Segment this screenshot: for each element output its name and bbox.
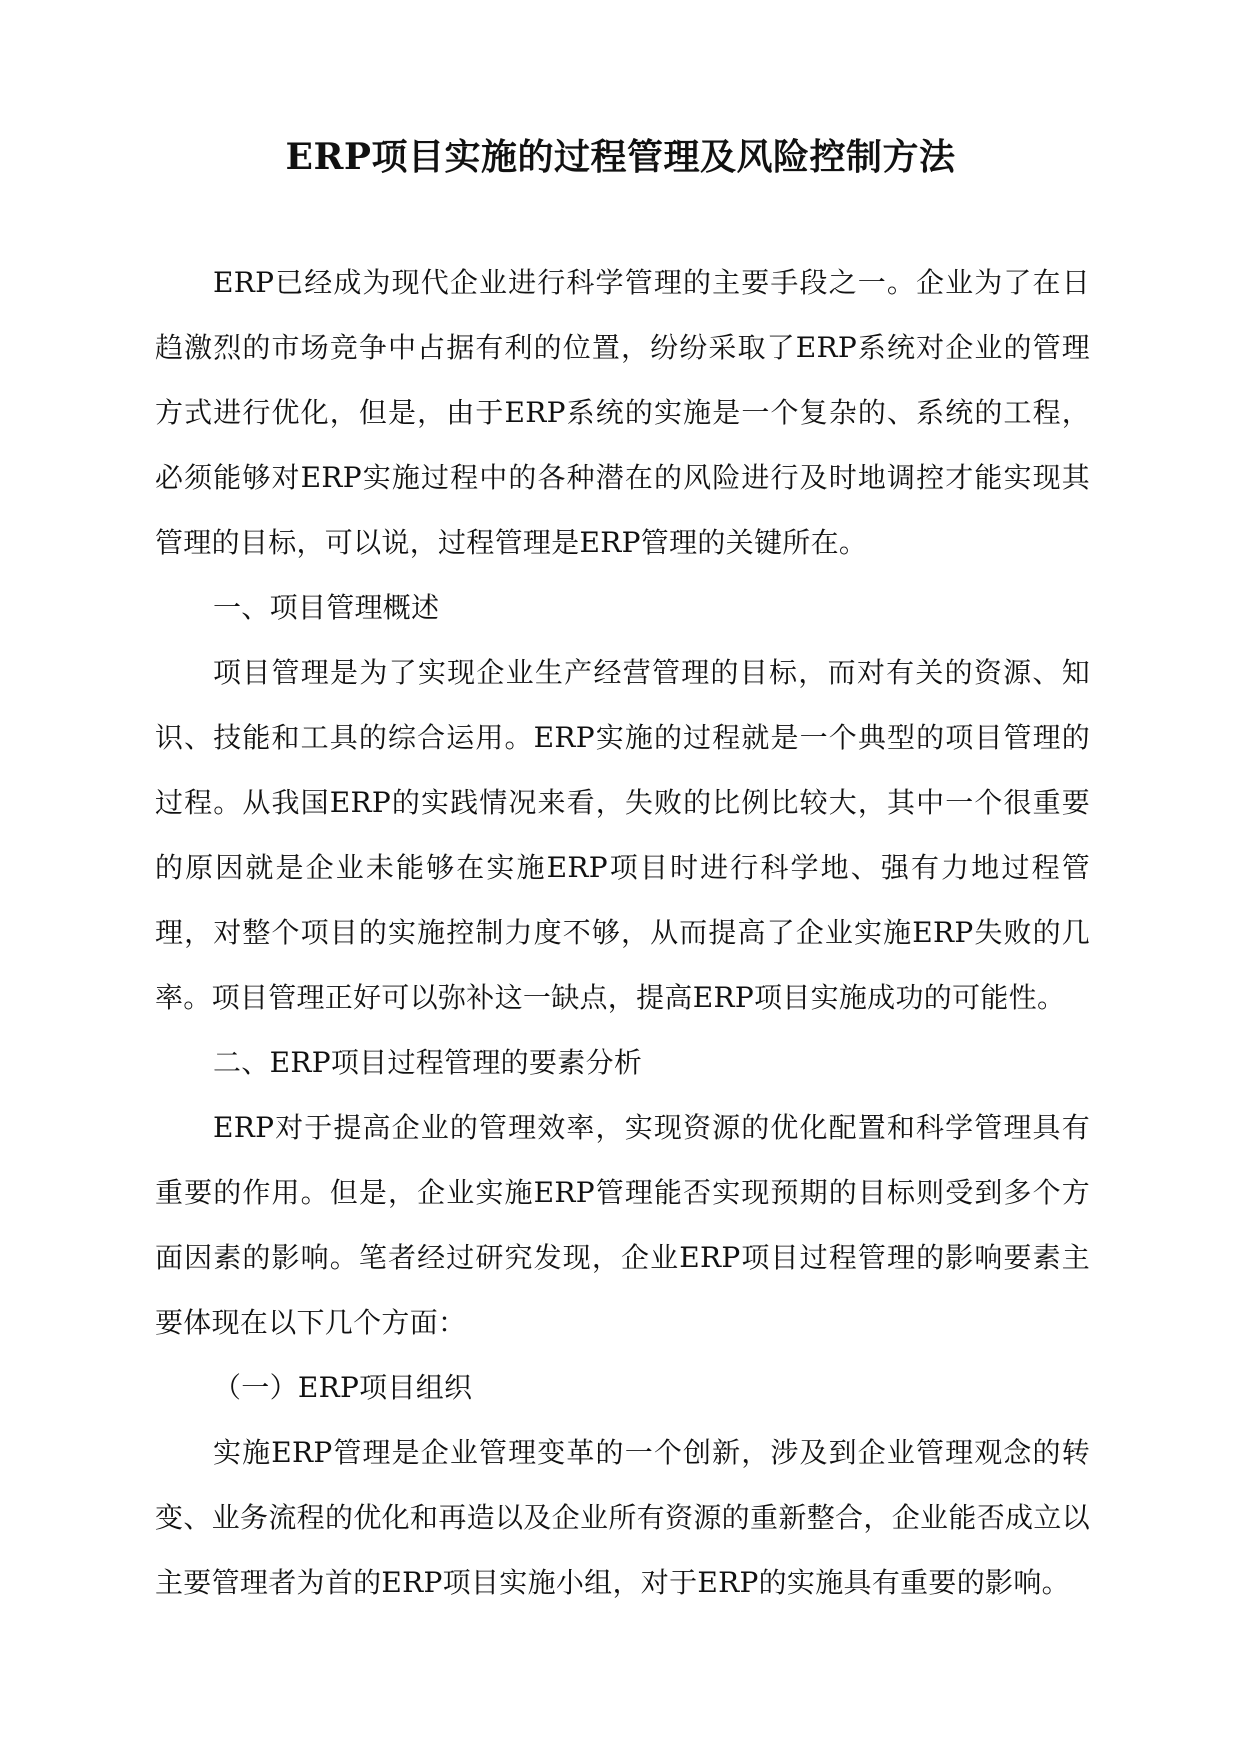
paragraph-project-management: 项目管理是为了实现企业生产经营管理的目标，而对有关的资源、知识、技能和工具的综合运用。ERP实施的过程就是一个典型的项目管理的过程。从我国ERP的实践情况来看，失败的比例比较大，其中一个很重要的原因就是企业未能够在实施ERP项目时进行科学地、强有力地过程管理，对整个项目的实施控制力度不够，从而提高了企业实施ERP失败的几率。项目管理正好可以弥补这一缺点，提高ERP项目实施成功的可能性。 [155,656,1090,1014]
paragraph-factors: ERP对于提高企业的管理效率，实现资源的优化配置和科学管理具有重要的作用。但是，企业实施ERP管理能否实现预期的目标则受到多个方面因素的影响。笔者经过研究发现，企业ERP项目过程管理的影响要素主要体现在以下几个方面： [155,1111,1090,1339]
section-heading-1: 一、项目管理概述 [213,591,440,624]
document-body [155,250,1090,1615]
subsection-heading-1: （一）ERP项目组织 [213,1371,473,1404]
document-title: ERP项目实施的过程管理及风险控制方法 [285,136,956,178]
section-heading-2: 二、ERP项目过程管理的要素分析 [213,1046,643,1079]
paragraph-intro: ERP已经成为现代企业进行科学管理的主要手段之一。企业为了在日趋激烈的市场竞争中占据有利的位置，纷纷采取了ERP系统对企业的管理方式进行优化，但是，由于ERP系统的实施是一个复杂的、系统的工程，必须能够对ERP实施过程中的各种潜在的风险进行及时地调控才能实现其管理的目标，可以说，过程管理是ERP管理的关键所在。 [155,266,1090,559]
paragraph-organization: 实施ERP管理是企业管理变革的一个创新，涉及到企业管理观念的转变、业务流程的优化和再造以及企业所有资源的重新整合，企业能否成立以主要管理者为首的ERP项目实施小组，对于ERP的实施具有重要的影响。 [155,1436,1090,1599]
